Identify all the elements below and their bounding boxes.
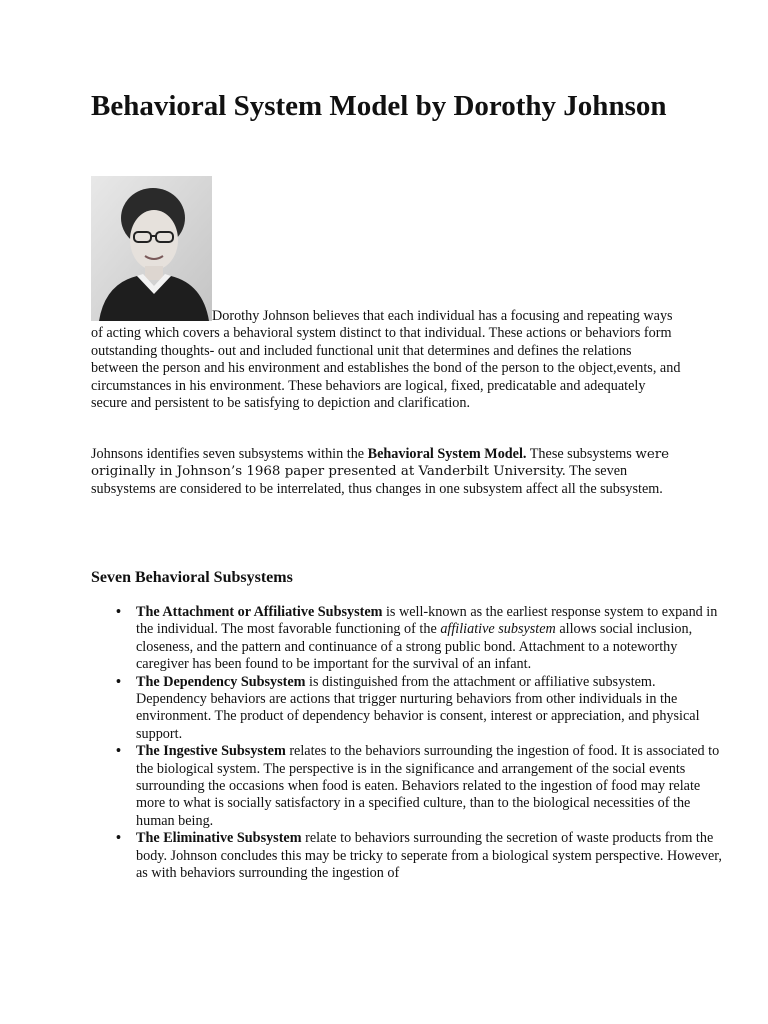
bullet-icon: • <box>116 743 121 760</box>
subsystem-italic: affiliative subsystem <box>440 621 556 638</box>
bullet-icon: • <box>116 830 121 847</box>
page-title: Behavioral System Model by Dorothy Johnson <box>91 90 667 122</box>
subsystem-text: relates to the behaviors surrounding the ingestion of food. It is associated to the biological system. The perspective is in the significance and arrangement of the social events surrounding the occasions when food is eaten. Behaviors related to the ingestion of food may relate more to what is socially satisfactory in a specified culture, than to the biological necessities of the human being. <box>136 743 720 829</box>
subsystem-name: The Dependency Subsystem <box>136 673 306 690</box>
portrait-image <box>91 176 212 321</box>
intro-text: Dorothy Johnson believes that each individual has a focusing and repeating ways of acting which covers a behavioral system distinct to that individual. These actions or behaviors form outstanding thoughts- out and included functional unit that determines and defines the relations between the person and his environment and establishes the bond of the person to the object,events, and circumstances in his environment. These behaviors are logical, fixed, predicatable and adequately secure and persistent to be satisfying to depiction and clarification. <box>91 308 681 412</box>
list-item <box>116 673 726 744</box>
subsystem-name: The Eliminative Subsystem <box>136 830 302 847</box>
subsystem-name: The Ingestive Subsystem <box>136 743 286 760</box>
list-item <box>116 743 726 830</box>
bullet-icon: • <box>116 673 121 690</box>
list-item <box>116 604 726 674</box>
p2-text-after: The seven subsystems are considered to be interrelated, thus changes in one subsystem affect all the subsystem. <box>91 463 663 497</box>
subsystems-list <box>91 604 726 883</box>
subsystem-text-cont: allows social inclusion, closeness, and the pattern and continuance of a strong public bond. Attachment to a noteworthy caregiver has been found to be important for the survival of an infant. <box>136 621 693 673</box>
p2-model-name: Behavioral System Model. <box>367 446 527 462</box>
subsystem-text: is distinguished from the attachment or affiliative subsystem. Dependency behaviors are actions that trigger nurturing behaviors from other individuals in the environment. The product of dependency behavior is consent, interest or appreciation, and physical support. <box>136 673 700 742</box>
subsystem-text: relate to behaviors surrounding the secretion of waste products from the body. Johnson concludes this may be tricky to seperate from a biological system perspective. However, as with behaviors surrounding the ingestion of <box>136 830 722 882</box>
p2-vanderbilt-note: were originally in Johnson’s 1968 paper presented at Vanderbilt University. <box>91 447 670 480</box>
bullet-icon: • <box>116 604 121 620</box>
intro-paragraph <box>91 176 681 412</box>
section-heading: Seven Behavioral Subsystems <box>91 569 293 586</box>
subsystems-intro-paragraph <box>91 446 681 498</box>
subsystem-name: The Attachment or Affiliative Subsystem <box>136 604 383 620</box>
p2-text-before: Johnsons identifies seven subsystems within the <box>91 446 368 462</box>
list-item <box>116 830 726 882</box>
p2-text-middle: These subsystems <box>526 446 636 462</box>
subsystem-text: is well-known as the earliest response system to expand in the individual. The most favorable functioning of the <box>136 604 718 638</box>
portrait-photo <box>91 176 212 321</box>
